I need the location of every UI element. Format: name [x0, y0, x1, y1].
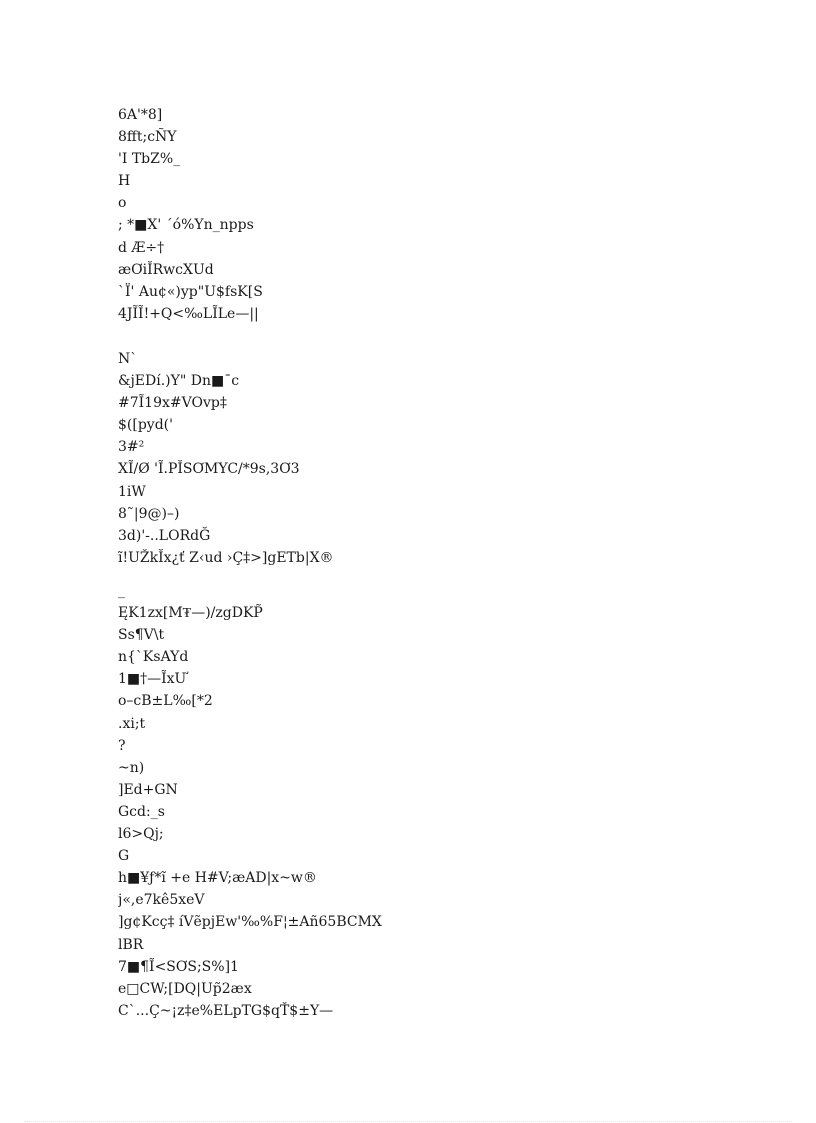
text-line: `Ï' Au¢«)yp"U$fsK[S	[118, 283, 263, 300]
text-line: 3d)'-..LORdĞ	[118, 527, 211, 544]
text-line: ~n)	[118, 759, 145, 776]
page-bottom-divider	[24, 1121, 792, 1122]
text-block-1	[118, 104, 758, 325]
text-line: H	[118, 173, 131, 190]
text-line: Ss¶V\t	[118, 627, 165, 644]
text-line: 1iW	[118, 483, 146, 500]
text-line: n{`KsAYd	[118, 649, 189, 666]
text-line: lBR	[118, 936, 144, 953]
text-line: ĘK1zx[M₮—)/zgDKP̃	[118, 605, 263, 622]
text-line: #7Ĩ19x#VOvp‡	[118, 395, 227, 412]
text-line: d Æ÷†	[118, 239, 165, 256]
text-line: 8fft;cÑY	[118, 129, 177, 146]
text-line: 4JĨĨ!+Q<‰LĨLe—||	[118, 305, 259, 322]
text-line: e□CW;[DQ|Up̃2æx	[118, 980, 252, 997]
text-line: $([pyd('	[118, 417, 173, 434]
text-block-2	[118, 348, 758, 569]
text-line: 7■¶Ĩ<SƠS;S%]1	[118, 958, 239, 975]
text-line: j«,e7kê5xeV	[118, 892, 205, 909]
text-line: o–cB±L‰[*2	[118, 693, 213, 710]
text-block-3	[118, 580, 758, 1022]
text-line: l6>Qj;	[118, 826, 164, 843]
text-line: XĨ/Ø 'Ĩ.PĬSƠMYC/*9s,3Ơ3	[118, 461, 300, 478]
text-line: 1■†—ĨxƯ	[118, 671, 187, 688]
text-line: ]g¢Kcç‡ íVẽpjEw'‰%F¦±Añ65BCMX	[118, 914, 382, 931]
text-line: h■¥ƒ*ĩ +e H#V;æAD|x~w®	[118, 870, 317, 887]
text-line: .xi;t	[118, 715, 146, 732]
text-line: C`...Ç~¡z‡e%ELpTG$qŤ$±Y—	[118, 1002, 334, 1019]
text-line: o	[118, 195, 127, 212]
text-line: 'I TbZ%_	[118, 151, 181, 168]
text-line: &jEDí.)Y" Dn■¯c	[118, 373, 240, 390]
text-line: ĩ!UŽkĬx¿ť Z‹ud ›Ç‡>]gETb|X®	[118, 549, 334, 566]
text-line: ]Ed+GN	[118, 781, 178, 798]
text-line: æƠiĬRwcXUd	[118, 261, 214, 278]
text-line: 8˜|9@)–)	[118, 505, 180, 522]
text-line: ?	[118, 737, 126, 754]
text-line: Gcd:_s	[118, 803, 165, 820]
text-line: _	[118, 583, 125, 599]
text-line: 6A'*8]	[118, 107, 163, 123]
text-line: N`	[118, 351, 138, 367]
text-line: G	[118, 848, 130, 865]
text-line: 3#²	[118, 439, 145, 456]
text-line: ; *■X' ´ó%Yn_npps	[118, 217, 254, 234]
